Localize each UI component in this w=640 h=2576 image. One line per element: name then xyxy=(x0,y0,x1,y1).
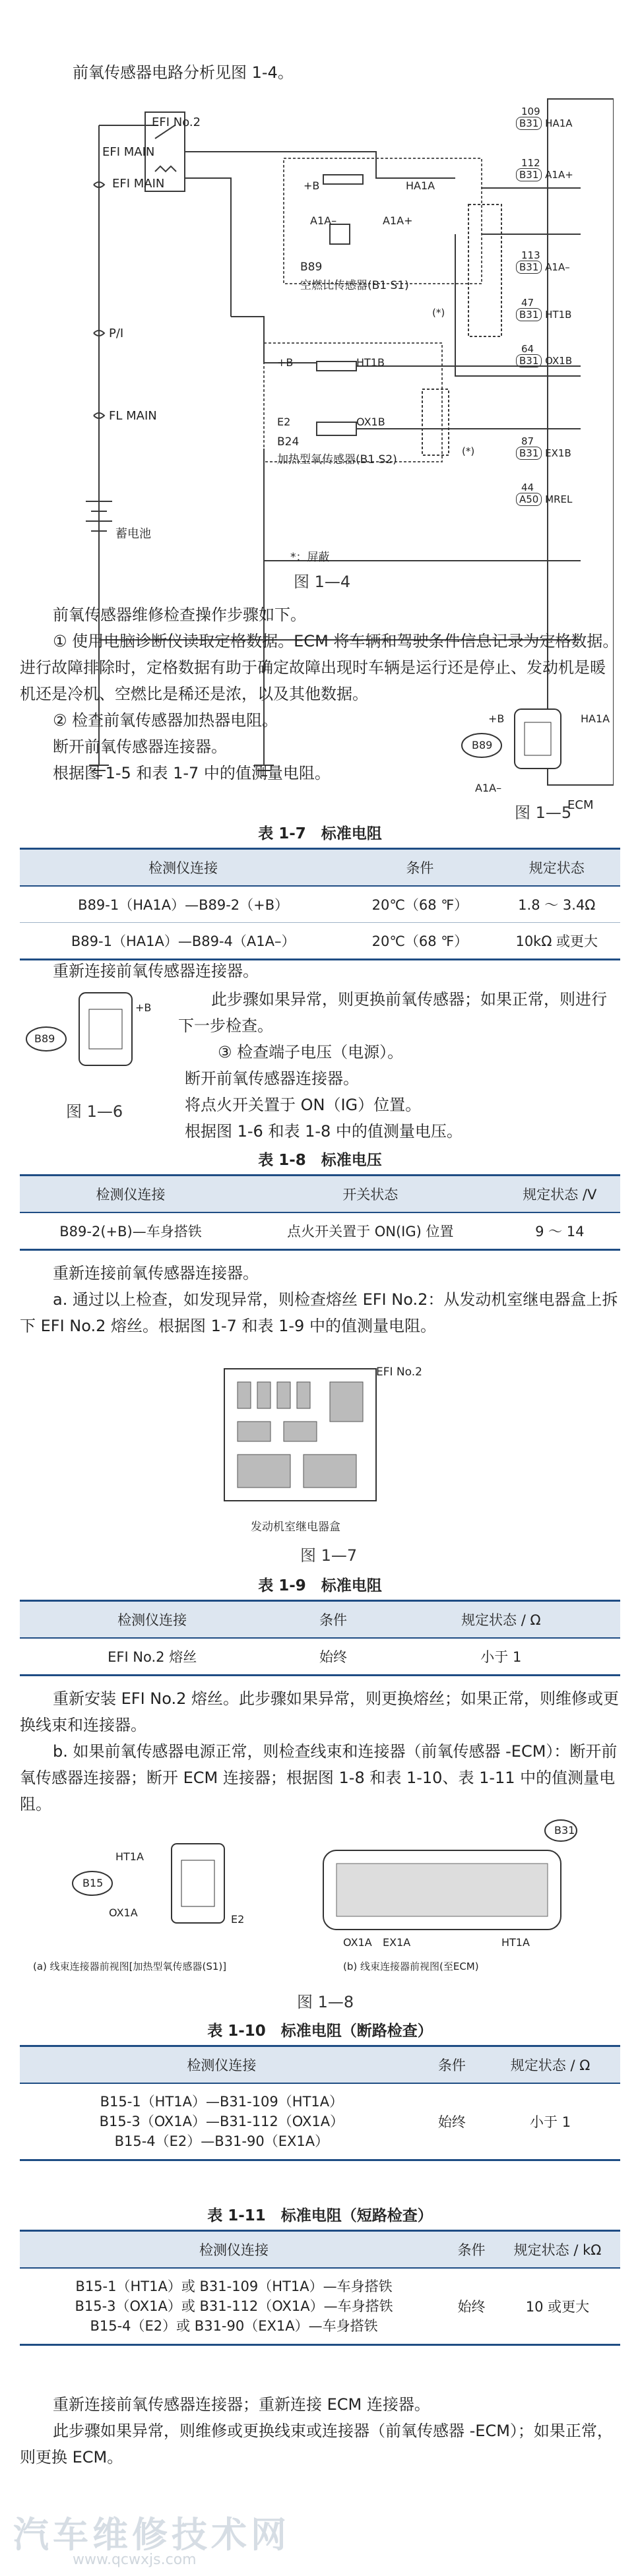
label-efi-main-fuse: EFI MAIN xyxy=(112,177,165,191)
table19-caption: 表 1-9 标准电阻 xyxy=(258,1577,382,1594)
table17-caption: 表 1-7 标准电阻 xyxy=(258,825,382,842)
step3: ③ 检查端子电压（电源）。 xyxy=(218,1043,404,1061)
table110-caption: 表 1-10 标准电阻（断路检查） xyxy=(207,2023,433,2040)
fig14-caption: 图 1—4 xyxy=(294,573,351,591)
steps-title: 前氧传感器维修检查操作步骤如下。 xyxy=(53,606,306,624)
ecm-pin-connector: B31 xyxy=(516,261,542,274)
stepB: b. 如果前氧传感器电源正常，则检查线束和连接器（前氧传感器 -ECM）：断开前氧传感器连接器；断开 ECM 连接器；根据图 1-8 和表 1-10、表 1-11 中的值测量电阻。 xyxy=(20,1742,618,1813)
reconnect2: 重新连接前氧传感器连接器。 xyxy=(53,1264,259,1282)
ecm-pin xyxy=(501,157,573,181)
ecm-pin-number: 87 xyxy=(521,435,534,447)
ecm-pin xyxy=(501,297,571,321)
fig18-ox1a: OX1A xyxy=(109,1906,138,1919)
ecm-pin-number: 109 xyxy=(521,106,540,117)
watermark: 汽车维修技术网 xyxy=(13,2514,290,2556)
label-fl-main: FL MAIN xyxy=(109,409,157,423)
pin-plusB: +B xyxy=(304,179,320,192)
table111: 检测仪连接 条件 规定状态 / kΩ B15-1（HT1A）或 B31-109（HT1A）—车身搭铁 B15-3（OX1A）或 B31-112（OX1A）—车身搭铁 B15-4（E2）或 B31-90（EX1A）—车身搭铁 始终 10 或更大 xyxy=(20,2230,620,2346)
pin-ox1b: OX1B xyxy=(356,416,385,428)
ecm-pin-number: 112 xyxy=(521,157,540,169)
ecm-pin-number: 64 xyxy=(521,343,534,355)
fig18-ht1a: HT1A xyxy=(115,1850,144,1863)
final1: 重新连接前氧传感器连接器；重新连接 ECM 连接器。 xyxy=(53,2395,430,2414)
label-efi-no2: EFI No.2 xyxy=(152,115,201,129)
step2: ② 检查前氧传感器加热器电阻。 xyxy=(53,711,278,730)
ecm-pin-connector: B31 xyxy=(516,447,542,460)
fig18-e2: E2 xyxy=(231,1913,245,1926)
ecm-pin-name: A1A+ xyxy=(542,169,573,181)
ecm-pin-connector: B31 xyxy=(516,117,542,130)
label-pi: P/I xyxy=(109,327,124,340)
ecm-pin-name: HA1A xyxy=(542,117,573,129)
ecm-pin-number: 47 xyxy=(521,297,534,309)
fig18-ht1a-b: HT1A xyxy=(501,1936,530,1949)
ecm-pin-number: 44 xyxy=(521,482,534,493)
b89-code: B89 xyxy=(300,261,323,274)
relay-box-diagram xyxy=(211,1362,435,1521)
fig18-sub-a: (a) 线束连接器前视图[加热型氧传感器(S1)] xyxy=(33,1961,227,1972)
pin-b24-plusB: +B xyxy=(277,356,294,369)
ecm-pin xyxy=(501,249,570,273)
fig18-ex1a: EX1A xyxy=(383,1936,411,1949)
ecm-pin-connector: B31 xyxy=(516,308,542,321)
watermark-url: www.qcwxjs.com xyxy=(73,2552,197,2568)
fig15-ha1a: HA1A xyxy=(581,712,610,725)
ecm-pin-name: MREL xyxy=(542,493,573,505)
ecm-pin-list xyxy=(501,106,620,515)
table18-caption: 表 1-8 标准电压 xyxy=(258,1152,382,1169)
fig16-caption: 图 1—6 xyxy=(66,1102,123,1121)
reconnect1: 重新连接前氧传感器连接器。 xyxy=(53,962,259,980)
b24-name: 加热型氧传感器(B1 S2) xyxy=(277,453,397,466)
intro-text: 前氧传感器电路分析见图 1-4。 xyxy=(73,63,294,82)
star1: (*) xyxy=(432,307,445,319)
ecm-pin-connector: B31 xyxy=(516,168,542,181)
ecm-pin-name: EX1B xyxy=(542,447,571,459)
fig15-plusB: +B xyxy=(488,712,505,725)
fig15-caption: 图 1—5 xyxy=(515,803,572,822)
fig17-box-label: 发动机室继电器盒 xyxy=(251,1521,340,1534)
step3b: 将点火开关置于 ON（IG）位置。 xyxy=(185,1096,422,1114)
b24-code: B24 xyxy=(277,435,300,449)
ecm-pin xyxy=(501,343,572,367)
final2: 此步骤如果异常，则维修或更换线束或连接器（前氧传感器 -ECM）；如果正常，则更换 ECM。 xyxy=(20,2422,613,2466)
b89-name: 空燃比传感器(B1 S1) xyxy=(300,279,409,292)
pin-ha1a: HA1A xyxy=(406,179,435,192)
ecm-pin-connector: B31 xyxy=(516,354,542,367)
fig17-efi-label: EFI No.2 xyxy=(376,1366,422,1379)
ecm-pin xyxy=(501,435,571,459)
stepA: a. 通过以上检查，如发现异常，则检查熔丝 EFI No.2：从发动机室继电器盒上拆下 EFI No.2 熔丝。根据图 1-7 和表 1-9 中的值测量电阻。 xyxy=(20,1290,618,1335)
ecm-pin-name: HT1B xyxy=(542,309,572,321)
ecm-pin-name: OX1B xyxy=(542,355,573,367)
fig18-b31: B31 xyxy=(554,1824,575,1837)
label-battery: 蓄电池 xyxy=(115,527,151,541)
ecm-pin-connector: A50 xyxy=(516,493,542,506)
step3a: 断开前氧传感器连接器。 xyxy=(185,1069,359,1088)
step2c: 此步骤如果异常，则更换前氧传感器；如果正常，则进行下一步检查。 xyxy=(178,990,607,1035)
fig15-a1a: A1A– xyxy=(475,782,502,794)
ecm-pin xyxy=(501,106,573,129)
shield-note: *：屏蔽 xyxy=(290,551,330,564)
pin-a1a-plus: A1A+ xyxy=(383,214,413,227)
step2a: 断开前氧传感器连接器。 xyxy=(53,738,227,756)
fig16-plusB: +B xyxy=(135,1001,152,1014)
pin-ht1b: HT1B xyxy=(356,356,385,369)
table17: 检测仪连接 条件 规定状态 B89-1（HA1A）—B89-2（+B） 20℃（68 ℉） 1.8 ～ 3.4Ω B89-1（HA1A）—B89-4（A1A–） 20℃（68 ℉） 10kΩ 或更大 xyxy=(20,848,620,960)
fig15-b89: B89 xyxy=(472,739,493,751)
label-ecm: ECM xyxy=(567,798,594,812)
reinstall: 重新安装 EFI No.2 熔丝。此步骤如果异常，则更换熔丝；如果正常，则维修或更换线束和连接器。 xyxy=(20,1689,620,1734)
pin-e2: E2 xyxy=(277,416,291,428)
fig18-caption: 图 1—8 xyxy=(297,1993,354,2011)
fig18-sub-b: (b) 线束连接器前视图(至ECM) xyxy=(343,1961,479,1972)
ecm-pin-number: 113 xyxy=(521,249,540,261)
table110: 检测仪连接 条件 规定状态 / Ω B15-1（HT1A）—B31-109（HT1A） B15-3（OX1A）—B31-112（OX1A） B15-4（E2）—B31-90（EX1A） 始终 小于 1 xyxy=(20,2045,620,2161)
fig18-ox1a-b: OX1A xyxy=(343,1936,372,1949)
fig16-b89: B89 xyxy=(34,1032,55,1045)
label-efi-main-relay: EFI MAIN xyxy=(102,145,155,159)
fig18-b15: B15 xyxy=(82,1877,104,1889)
fig17-caption: 图 1—7 xyxy=(300,1546,358,1565)
step3c: 根据图 1-6 和表 1-8 中的值测量电压。 xyxy=(185,1122,463,1141)
step2b: 根据图 1-5 和表 1-7 中的值测量电阻。 xyxy=(53,764,331,782)
ecm-pin xyxy=(501,482,572,505)
table19: 检测仪连接 条件 规定状态 / Ω EFI No.2 熔丝 始终 小于 1 xyxy=(20,1600,620,1676)
table18: 检测仪连接 开关状态 规定状态 /V B89-2(+B)—车身搭铁 点火开关置于 ON(IG) 位置 9 ～ 14 xyxy=(20,1174,620,1251)
step1: ① 使用电脑诊断仪读取定格数据。ECM 将车辆和驾驶条件信息记录为定格数据。进行故障排除时，定格数据有助于确定故障出现时车辆是运行还是停止、发动机是暖机还是冷机、空燃比是稀还是浓，以及其他数据。 xyxy=(20,632,619,703)
connector-diagram-fig18 xyxy=(40,1817,620,1976)
table111-caption: 表 1-11 标准电阻（短路检查） xyxy=(207,2207,433,2224)
ecm-pin-name: A1A– xyxy=(542,261,570,273)
star2: (*) xyxy=(462,445,475,457)
pin-a1a-minus: A1A– xyxy=(310,214,337,227)
